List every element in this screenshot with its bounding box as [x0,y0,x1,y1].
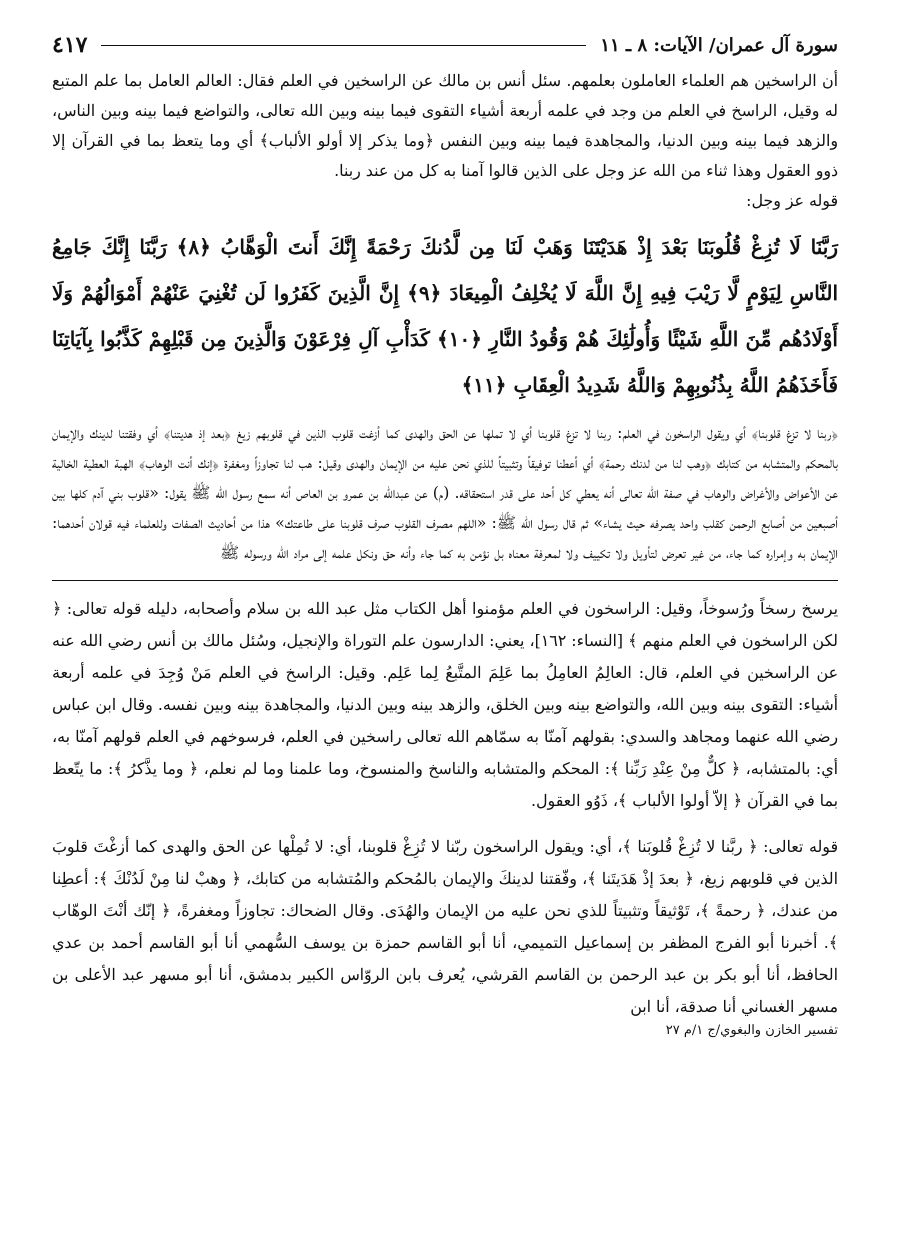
commentary-paragraph: أن الراسخين هم العلماء العاملون بعلمهم. سئل أنس بن مالك عن الراسخين في العلم فقال: العالم العامل بما علم المتبع له وقيل، الراسخ في العلم من وجد في علمه أربعة أشياء التقوى فيما بينه وبين الله تعالى، والتواضع فيما بينه وبين الناس، والزهد فيما بينه وبين الدنيا، والمجاهدة فيما بينه وبين النفس ﴿وما يذكر إلا أولو الألباب﴾ أي وما يتعظ بما في القرآن إلا ذوو العقول وهذا ثناء من الله عز وجل على الذين قالوا آمنا به كل من عند ربنا. [52,71,838,180]
page-number: ٤١٧ [52,32,88,58]
page-header [52,28,838,62]
upper-commentary [52,66,838,568]
commentary-paragraph: ﴿ربنا لا تزغ قلوبنا﴾ أي ويقول الراسخون في العلم: ربنا لا تزغ قلوبنا أي لا تملها عن الحق والهدى كما أزغت قلوب الذين في قلوبهم زيغ ﴿بعد إذ هديتنا﴾ أي وفقتنا لدينك والإيمان بالمحكم والمتشابه من كتابك ﴿وهب لنا من لدنك رحمة﴾ أي أعطنا توفيقاً وتثبيتاً للذي نحن عليه من الإيمان والهدى وقيل: هب لنا تجاوزاً ومغفرة ﴿إنك أنت الوهاب﴾ الهبة العطية الخالية عن الأعواض والأغراض والوهاب في صفة الله تعالى أنه يعطي كل أحد على قدر استحقاقه. (م) عن عبدالله بن عمرو بن العاص أنه سمع رسول الله ﷺ يقول: «قلوب بني آدم كلها بين أصبعين من أصابع الرحمن كقلب واحد يصرفه حيث يشاء» ثم قال رسول الله ﷺ: «اللهم مصرف القلوب صرف قلوبنا على طاعتك» هذا من أحاديث الصفات وللعلماء فيه قولان أحدهما: الإيمان به وإمراره كما جاء، من غير تعرض لتأويل ولا تكييف ولا لمعرفة معناه بل نؤمن به كما جاء وأنه حق ونكل علمه إلى مراد الله ورسوله ﷺ [52,423,838,562]
commentary-paragraph: يرسخ رسخاً ورُسوخاً، وقيل: الراسخون في العلم مؤمنوا أهل الكتاب مثل عبد الله بن سلام وأصحابه، دليله قوله تعالى: ﴿ لكن الراسخون في العلم منهم ﴾ [النساء: ١٦٢]، يعني: الدارسون علم التوراة والإنجيل، وسُئل مالك بن أنس رضي الله عنه عن الراسخين في العلم، قال: العالِمُ العامِلُ بما عَلِمَ المتَّبعُ لِما عَلِم. وقيل: الراسخ في العلم مَنْ وُجِدَ في علمه أربعة أشياء: التقوى بينه وبين الله، والتواضع بينه وبين الخلق، والزهد بينه وبين الدنيا، والمجاهدة بينه وبين نفسه. وقال ابن عباس رضي الله عنهما ومجاهد والسدي: بقولهم آمنّا به سمّاهم الله تعالى راسخين في العلم، فرسوخهم في العلم قولهم آمنّا به، أي: بالمتشابه، ﴿ كلٌّ مِنْ عِنْدِ رَبِّنا ﴾: المحكم والمتشابه والناسخ والمنسوخ، وما علمنا وما لم نعلم، ﴿ وما يذَّكرُ ﴾: ما يتّعظ بما في القرآن ﴿ إلاّ أولوا الألباب ﴾، ذَوُو العقول. [52,599,838,810]
lead-in-text: قوله عز وجل: [746,191,838,210]
footer-signature: تفسير الخازن والبغوي/ج ١/م ٢٧ [665,1023,838,1038]
commentary-paragraph: قوله تعالى: ﴿ ربَّنا لا تُزِغْ قُلوبَنا ﴾، أي: ويقول الراسخون ربّنا لا تُزِغْ قلوبنا، أي: لا تُمِلْها عن الحق والهدى كما أزغْتَ قلوبَ الذين في قلوبهم زيغ، ﴿ بعدَ إذْ هَدَيتَنا ﴾، وفّقتنا لدينكَ والإيمان بالمُحكم والمُتشابه من كتابك، ﴿ وهبْ لنا مِنْ لَدُنْكَ ﴾: أعطِنا من عندك، ﴿ رحمةً ﴾، تَوْثيقاً وتثبيتاً للذي نحن عليه من الإيمان والهُدَى. وقال الضحاك: تجاوزاً ومغفرةً، ﴿ إنّك أنْتَ الوهّاب ﴾. أخبرنا أبو الفرج المظفر بن إسماعيل التميمي، أنا أبو القاسم حمزة بن يوسف السُّهمي أنا أبو القاسم أحمد بن عدي الحافظ، أنا أبو بكر بن عبد الرحمن بن القاسم القرشي، يُعرف بابن الروّاس الكبير بدمشق، أنا أبو مسهر عبد الأعلى بن مسهر الغساني أنا صدقة، أنا ابن [52,837,838,1016]
header-rule [101,45,586,46]
lower-commentary [52,593,838,1023]
section-divider [52,580,838,581]
quran-verses: رَبَّنَا لَا تُزِغْ قُلُوبَنَا بَعْدَ إِذْ هَدَيْتَنَا وَهَبْ لَنَا مِن لَّدُنكَ رَحْمَةً إِنَّكَ أَنتَ الْوَهَّابُ ﴿٨﴾ رَبَّنَا إِنَّكَ جَامِعُ النَّاسِ لِيَوْمٍ لَّا رَيْبَ فِيهِ إِنَّ اللَّهَ لَا يُخْلِفُ الْمِيعَادَ ﴿٩﴾ إِنَّ الَّذِينَ كَفَرُوا لَن تُغْنِيَ عَنْهُمْ أَمْوَالُهُمْ وَلَا أَوْلَادُهُم مِّنَ اللَّهِ شَيْئًا وَأُولَٰئِكَ هُمْ وَقُودُ النَّارِ ﴿١٠﴾ كَدَأْبِ آلِ فِرْعَوْنَ وَالَّذِينَ مِن قَبْلِهِمْ كَذَّبُوا بِآيَاتِنَا فَأَخَذَهُمُ اللَّهُ بِذُنُوبِهِمْ وَاللَّهُ شَدِيدُ الْعِقَابِ ﴿١١﴾ [52,235,838,397]
surah-title: سورة آل عمران/ الآيات: ٨ ـ ١١ [600,34,838,56]
